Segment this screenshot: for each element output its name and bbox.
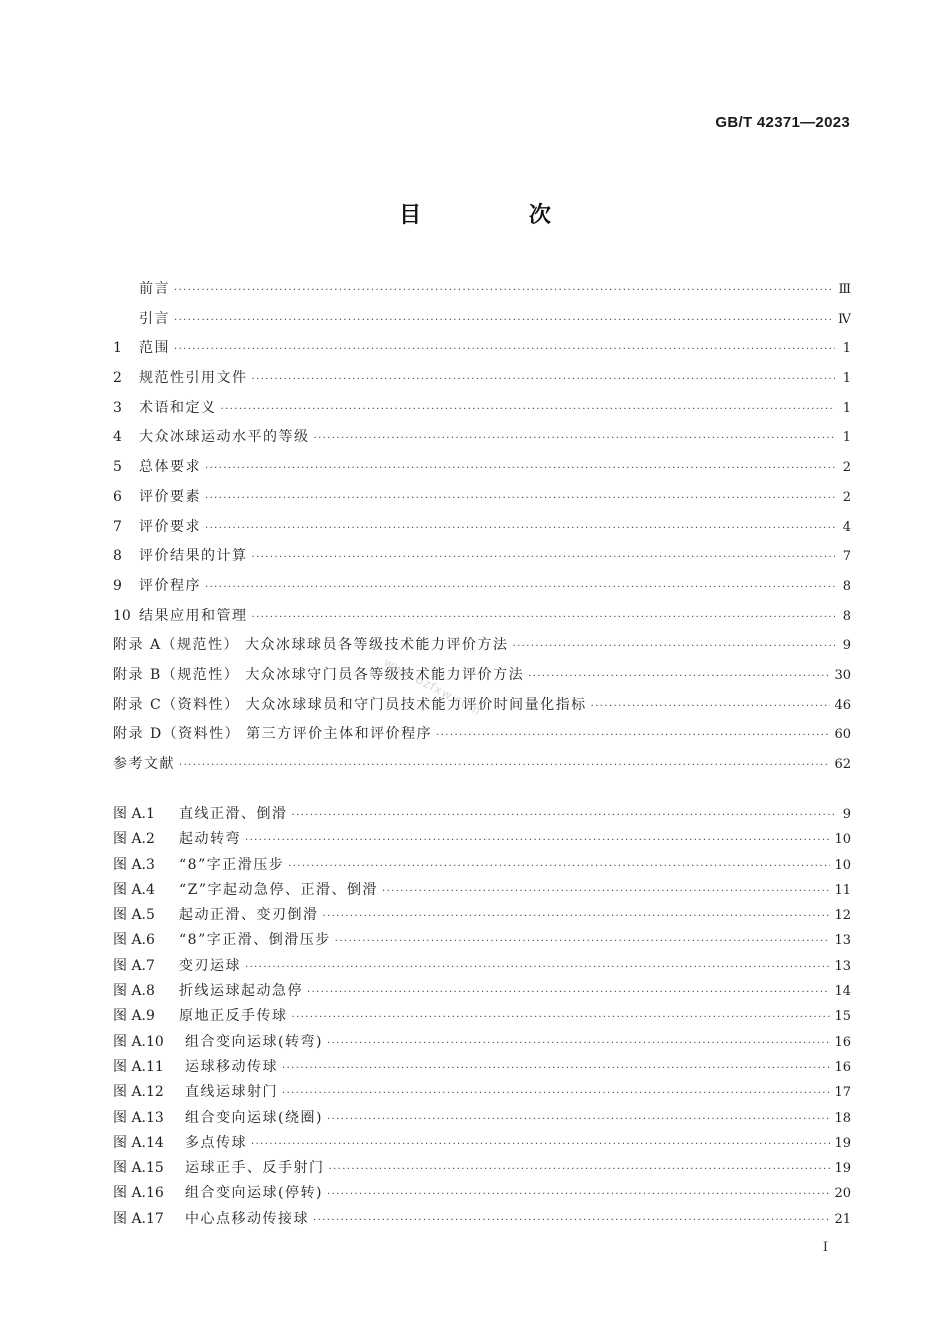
toc-entry-page: 2: [842, 460, 851, 476]
page-number: I: [822, 1240, 828, 1255]
figure-entry[interactable]: [113, 906, 851, 931]
toc-entry-page: Ⅲ: [838, 282, 851, 297]
toc-entry[interactable]: [113, 310, 851, 340]
figure-page: 10: [834, 857, 851, 873]
table-of-contents: [113, 280, 851, 785]
figure-entry[interactable]: [113, 982, 851, 1007]
toc-entry[interactable]: [113, 755, 851, 785]
figure-number: 图 A.2: [113, 831, 155, 848]
toc-entry[interactable]: [113, 725, 851, 755]
figure-label: 起动正滑、变刃倒滑: [179, 907, 319, 924]
figure-page: 20: [834, 1186, 851, 1202]
toc-leader-dots: [174, 282, 834, 300]
figure-number: 图 A.15: [113, 1160, 164, 1177]
figure-label: 组合变向运球(绕圈): [185, 1109, 323, 1126]
toc-leader-dots: [221, 401, 836, 419]
figure-number: 图 A.12: [113, 1084, 164, 1101]
toc-leader-dots: [329, 1161, 831, 1179]
toc-leader-dots: [323, 908, 831, 926]
toc-entry-label: 附录 B（规范性） 大众冰球守门员各等级技术能力评价方法: [113, 666, 525, 683]
figure-label: 运球正手、反手射门: [185, 1160, 325, 1177]
figure-label: “8”字正滑压步: [179, 856, 285, 873]
toc-leader-dots: [528, 668, 830, 686]
toc-entry-label: 规范性引用文件: [139, 370, 248, 387]
toc-leader-dots: [205, 520, 835, 538]
toc-entry[interactable]: [113, 339, 851, 369]
toc-leader-dots: [292, 1009, 831, 1027]
figure-entry[interactable]: [113, 1184, 851, 1209]
figure-number: 图 A.4: [113, 881, 155, 898]
toc-entry-number: 4: [113, 429, 122, 446]
toc-leader-dots: [252, 371, 836, 389]
toc-entry[interactable]: [113, 280, 851, 310]
figure-entry[interactable]: [113, 1134, 851, 1159]
watermark: www.bzfxw.com: [381, 655, 484, 719]
figure-number: 图 A.17: [113, 1210, 164, 1227]
toc-entry-number: 9: [113, 577, 122, 594]
toc-entry-label: 附录 C（资料性） 大众冰球球员和守门员技术能力评价时间量化指标: [113, 696, 587, 713]
toc-entry[interactable]: [113, 458, 851, 488]
toc-leader-dots: [327, 1186, 831, 1204]
toc-entry-label: 大众冰球运动水平的等级: [139, 429, 310, 446]
toc-leader-dots: [174, 312, 834, 330]
toc-entry-label: 引言: [139, 310, 170, 327]
toc-entry-label: 评价要求: [139, 518, 201, 535]
toc-entry-page: 2: [842, 489, 851, 505]
figure-number: 图 A.10: [113, 1033, 164, 1050]
page-title: 目 次: [399, 203, 601, 228]
figure-page: 16: [834, 1034, 851, 1050]
toc-entry-label: 前言: [139, 281, 170, 297]
toc-leader-dots: [252, 609, 836, 627]
toc-entry-label: 范围: [139, 340, 170, 357]
figure-label: 原地正反手传球: [179, 1008, 288, 1025]
figure-page: 19: [834, 1135, 851, 1151]
figure-entry[interactable]: [113, 957, 851, 982]
toc-entry-number: 5: [113, 459, 122, 476]
figure-page: 14: [834, 984, 851, 1000]
toc-leader-dots: [282, 1085, 830, 1103]
toc-entry-number: 6: [113, 488, 122, 505]
figure-entry[interactable]: [113, 856, 851, 881]
toc-leader-dots: [205, 460, 835, 478]
figure-number: 图 A.14: [113, 1134, 164, 1151]
figure-label: 直线运球射门: [185, 1084, 278, 1101]
figure-label: “Z”字起动急停、正滑、倒滑: [179, 881, 379, 898]
figure-page: 15: [834, 1009, 851, 1025]
figure-entry[interactable]: [113, 1109, 851, 1134]
toc-leader-dots: [335, 933, 831, 951]
toc-leader-dots: [251, 1136, 830, 1154]
figure-label: 组合变向运球(停转): [185, 1185, 323, 1202]
figure-entry[interactable]: [113, 1007, 851, 1032]
toc-entry-page: 1: [842, 341, 851, 357]
figure-page: 12: [834, 908, 851, 924]
toc-leader-dots: [313, 1212, 830, 1230]
toc-entry-number: 7: [113, 518, 122, 535]
figure-label: 中心点移动传接球: [185, 1210, 309, 1227]
figure-entry[interactable]: [113, 1058, 851, 1083]
figure-entry[interactable]: [113, 1210, 851, 1235]
toc-entry-page: 62: [834, 757, 851, 772]
toc-entry-page: 4: [842, 519, 851, 535]
toc-entry[interactable]: [113, 547, 851, 577]
toc-leader-dots: [292, 807, 836, 825]
toc-entry[interactable]: [113, 636, 851, 666]
toc-entry-label: 结果应用和管理: [139, 607, 248, 624]
toc-entry-label: 评价程序: [139, 577, 201, 594]
figure-page: 13: [834, 933, 851, 949]
toc-leader-dots: [327, 1111, 831, 1129]
figure-label: “8”字正滑、倒滑压步: [179, 932, 331, 949]
figure-page: 19: [834, 1161, 851, 1177]
toc-entry-page: 7: [842, 549, 851, 565]
figure-page: 10: [834, 832, 851, 848]
figure-label: 多点传球: [185, 1134, 247, 1151]
figure-page: 18: [834, 1110, 851, 1126]
toc-leader-dots: [252, 549, 836, 567]
toc-entry-page: 1: [842, 371, 851, 387]
figure-label: 组合变向运球(转弯): [185, 1033, 323, 1050]
figure-number: 图 A.16: [113, 1185, 164, 1202]
figure-page: 21: [834, 1211, 851, 1227]
toc-entry-label: 评价结果的计算: [139, 548, 248, 565]
figure-entry[interactable]: [113, 931, 851, 956]
toc-entry[interactable]: [113, 696, 851, 726]
figure-entry[interactable]: [113, 830, 851, 855]
toc-entry[interactable]: [113, 577, 851, 607]
toc-entry-number: 3: [113, 399, 122, 416]
toc-entry[interactable]: [113, 518, 851, 548]
toc-entry-page: 1: [842, 430, 851, 446]
list-of-figures: [113, 805, 851, 1235]
figure-page: 11: [834, 882, 851, 898]
toc-leader-dots: [205, 579, 835, 597]
toc-leader-dots: [382, 883, 830, 901]
toc-entry[interactable]: [113, 607, 851, 637]
figure-page: 17: [834, 1085, 851, 1101]
figure-number: 图 A.3: [113, 856, 155, 873]
figure-entry[interactable]: [113, 1033, 851, 1058]
toc-leader-dots: [288, 858, 830, 876]
figure-label: 变刃运球: [179, 957, 241, 974]
toc-leader-dots: [179, 757, 830, 775]
toc-entry-label: 附录 D（资料性） 第三方评价主体和评价程序: [113, 726, 433, 743]
toc-entry[interactable]: [113, 488, 851, 518]
toc-entry-page: 1: [842, 400, 851, 416]
toc-leader-dots: [205, 490, 835, 508]
toc-entry-number: 10: [113, 607, 131, 624]
toc-entry[interactable]: [113, 369, 851, 399]
toc-leader-dots: [282, 1060, 830, 1078]
toc-entry-page: 9: [842, 638, 851, 654]
toc-entry-page: 46: [834, 697, 851, 713]
toc-entry-number: 2: [113, 370, 122, 387]
figure-number: 图 A.6: [113, 932, 155, 949]
toc-leader-dots: [327, 1035, 831, 1053]
figure-number: 图 A.7: [113, 957, 155, 974]
toc-entry[interactable]: [113, 428, 851, 458]
toc-entry-number: 8: [113, 548, 122, 565]
figure-label: 起动转弯: [179, 831, 241, 848]
figure-entry[interactable]: [113, 805, 851, 830]
figure-page: 16: [834, 1059, 851, 1075]
figure-label: 运球移动传球: [185, 1058, 278, 1075]
toc-entry-label: 附录 A（规范性） 大众冰球球员各等级技术能力评价方法: [113, 637, 509, 654]
toc-leader-dots: [591, 698, 831, 716]
toc-entry-page: 30: [834, 667, 851, 683]
toc-entry-label: 评价要素: [139, 488, 201, 505]
toc-leader-dots: [174, 341, 835, 359]
toc-entry-label: 参考文献: [113, 756, 175, 772]
toc-entry-page: 8: [842, 578, 851, 594]
figure-entry[interactable]: [113, 881, 851, 906]
toc-entry-page: 60: [834, 727, 851, 743]
figure-label: 折线运球起动急停: [179, 983, 303, 1000]
toc-entry[interactable]: [113, 399, 851, 429]
figure-number: 图 A.5: [113, 907, 155, 924]
toc-entry-label: 总体要求: [139, 459, 201, 476]
figure-number: 图 A.1: [113, 806, 155, 822]
toc-leader-dots: [307, 984, 830, 1002]
toc-leader-dots: [314, 430, 836, 448]
standard-number: GB/T 42371—2023: [715, 114, 850, 131]
figure-entry[interactable]: [113, 1083, 851, 1108]
figure-page: 9: [842, 807, 851, 822]
figure-label: 直线正滑、倒滑: [179, 806, 288, 822]
toc-leader-dots: [513, 638, 835, 656]
figure-number: 图 A.13: [113, 1109, 164, 1126]
toc-leader-dots: [436, 727, 830, 745]
figure-entry[interactable]: [113, 1159, 851, 1184]
figure-page: 13: [834, 958, 851, 974]
figure-number: 图 A.11: [113, 1058, 164, 1075]
toc-leader-dots: [245, 959, 830, 977]
toc-leader-dots: [245, 832, 830, 850]
toc-entry-label: 术语和定义: [139, 399, 217, 416]
figure-number: 图 A.8: [113, 983, 155, 1000]
figure-number: 图 A.9: [113, 1008, 155, 1025]
toc-entry-page: Ⅳ: [838, 311, 851, 327]
toc-entry-page: 8: [842, 608, 851, 624]
toc-entry[interactable]: [113, 666, 851, 696]
toc-entry-number: 1: [113, 340, 122, 357]
